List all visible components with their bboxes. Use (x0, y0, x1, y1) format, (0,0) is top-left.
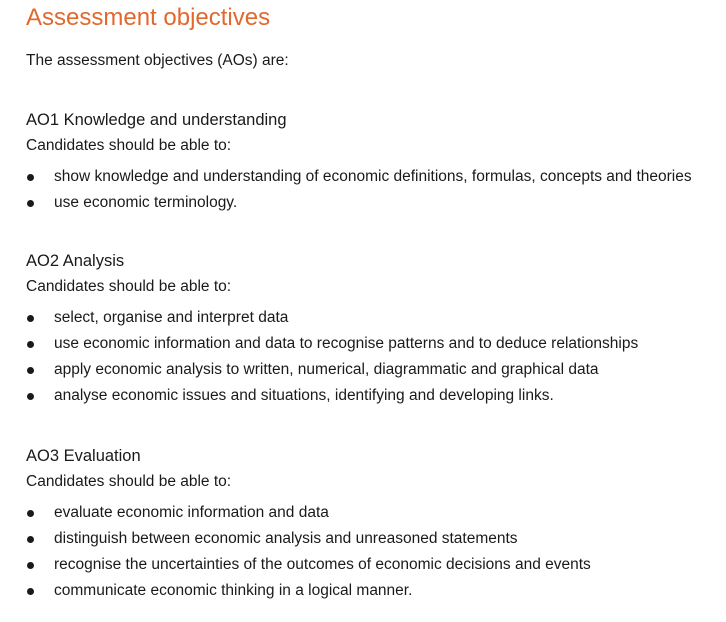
bullet-list (26, 164, 716, 216)
list-item-text: analyse economic issues and situations, identifying and developing links. (54, 387, 554, 404)
bullet-list (26, 305, 716, 409)
list-item (26, 552, 716, 578)
list-item (26, 578, 716, 604)
list-item-text: use economic terminology. (54, 194, 238, 211)
bullet-icon (27, 510, 34, 517)
page-title: Assessment objectives (26, 4, 271, 31)
section-lead: Candidates should be able to: (26, 278, 232, 295)
list-item-text: recognise the uncertainties of the outcomes of economic decisions and events (54, 556, 591, 573)
bullet-icon (27, 393, 34, 400)
section-heading: AO3 Evaluation (26, 447, 141, 465)
list-item (26, 305, 716, 331)
section-lead: Candidates should be able to: (26, 473, 232, 490)
section-ao1 (26, 108, 716, 216)
bullet-icon (27, 562, 34, 569)
list-item-text: select, organise and interpret data (54, 309, 289, 326)
list-item-text: use economic information and data to recognise patterns and to deduce relationships (54, 335, 639, 352)
list-item-text: show knowledge and understanding of economic definitions, formulas, concepts and theories (54, 168, 692, 185)
list-item (26, 190, 716, 216)
list-item (26, 383, 716, 409)
bullet-icon (27, 200, 34, 207)
section-ao2 (26, 249, 716, 409)
list-item (26, 526, 716, 552)
list-item-text: distinguish between economic analysis and unreasoned statements (54, 530, 518, 547)
bullet-icon (27, 315, 34, 322)
bullet-icon (27, 367, 34, 374)
section-lead: Candidates should be able to: (26, 137, 232, 154)
intro-text: The assessment objectives (AOs) are: (26, 52, 289, 69)
list-item (26, 357, 716, 383)
list-item-text: communicate economic thinking in a logical manner. (54, 582, 413, 599)
bullet-icon (27, 174, 34, 181)
section-ao3 (26, 444, 716, 604)
section-heading: AO2 Analysis (26, 252, 125, 270)
section-heading: AO1 Knowledge and understanding (26, 111, 287, 129)
bullet-icon (27, 536, 34, 543)
bullet-icon (27, 341, 34, 348)
list-item (26, 164, 716, 190)
list-item (26, 500, 716, 526)
list-item-text: evaluate economic information and data (54, 504, 329, 521)
list-item (26, 331, 716, 357)
list-item-text: apply economic analysis to written, numerical, diagrammatic and graphical data (54, 361, 599, 378)
bullet-list (26, 500, 716, 604)
bullet-icon (27, 588, 34, 595)
